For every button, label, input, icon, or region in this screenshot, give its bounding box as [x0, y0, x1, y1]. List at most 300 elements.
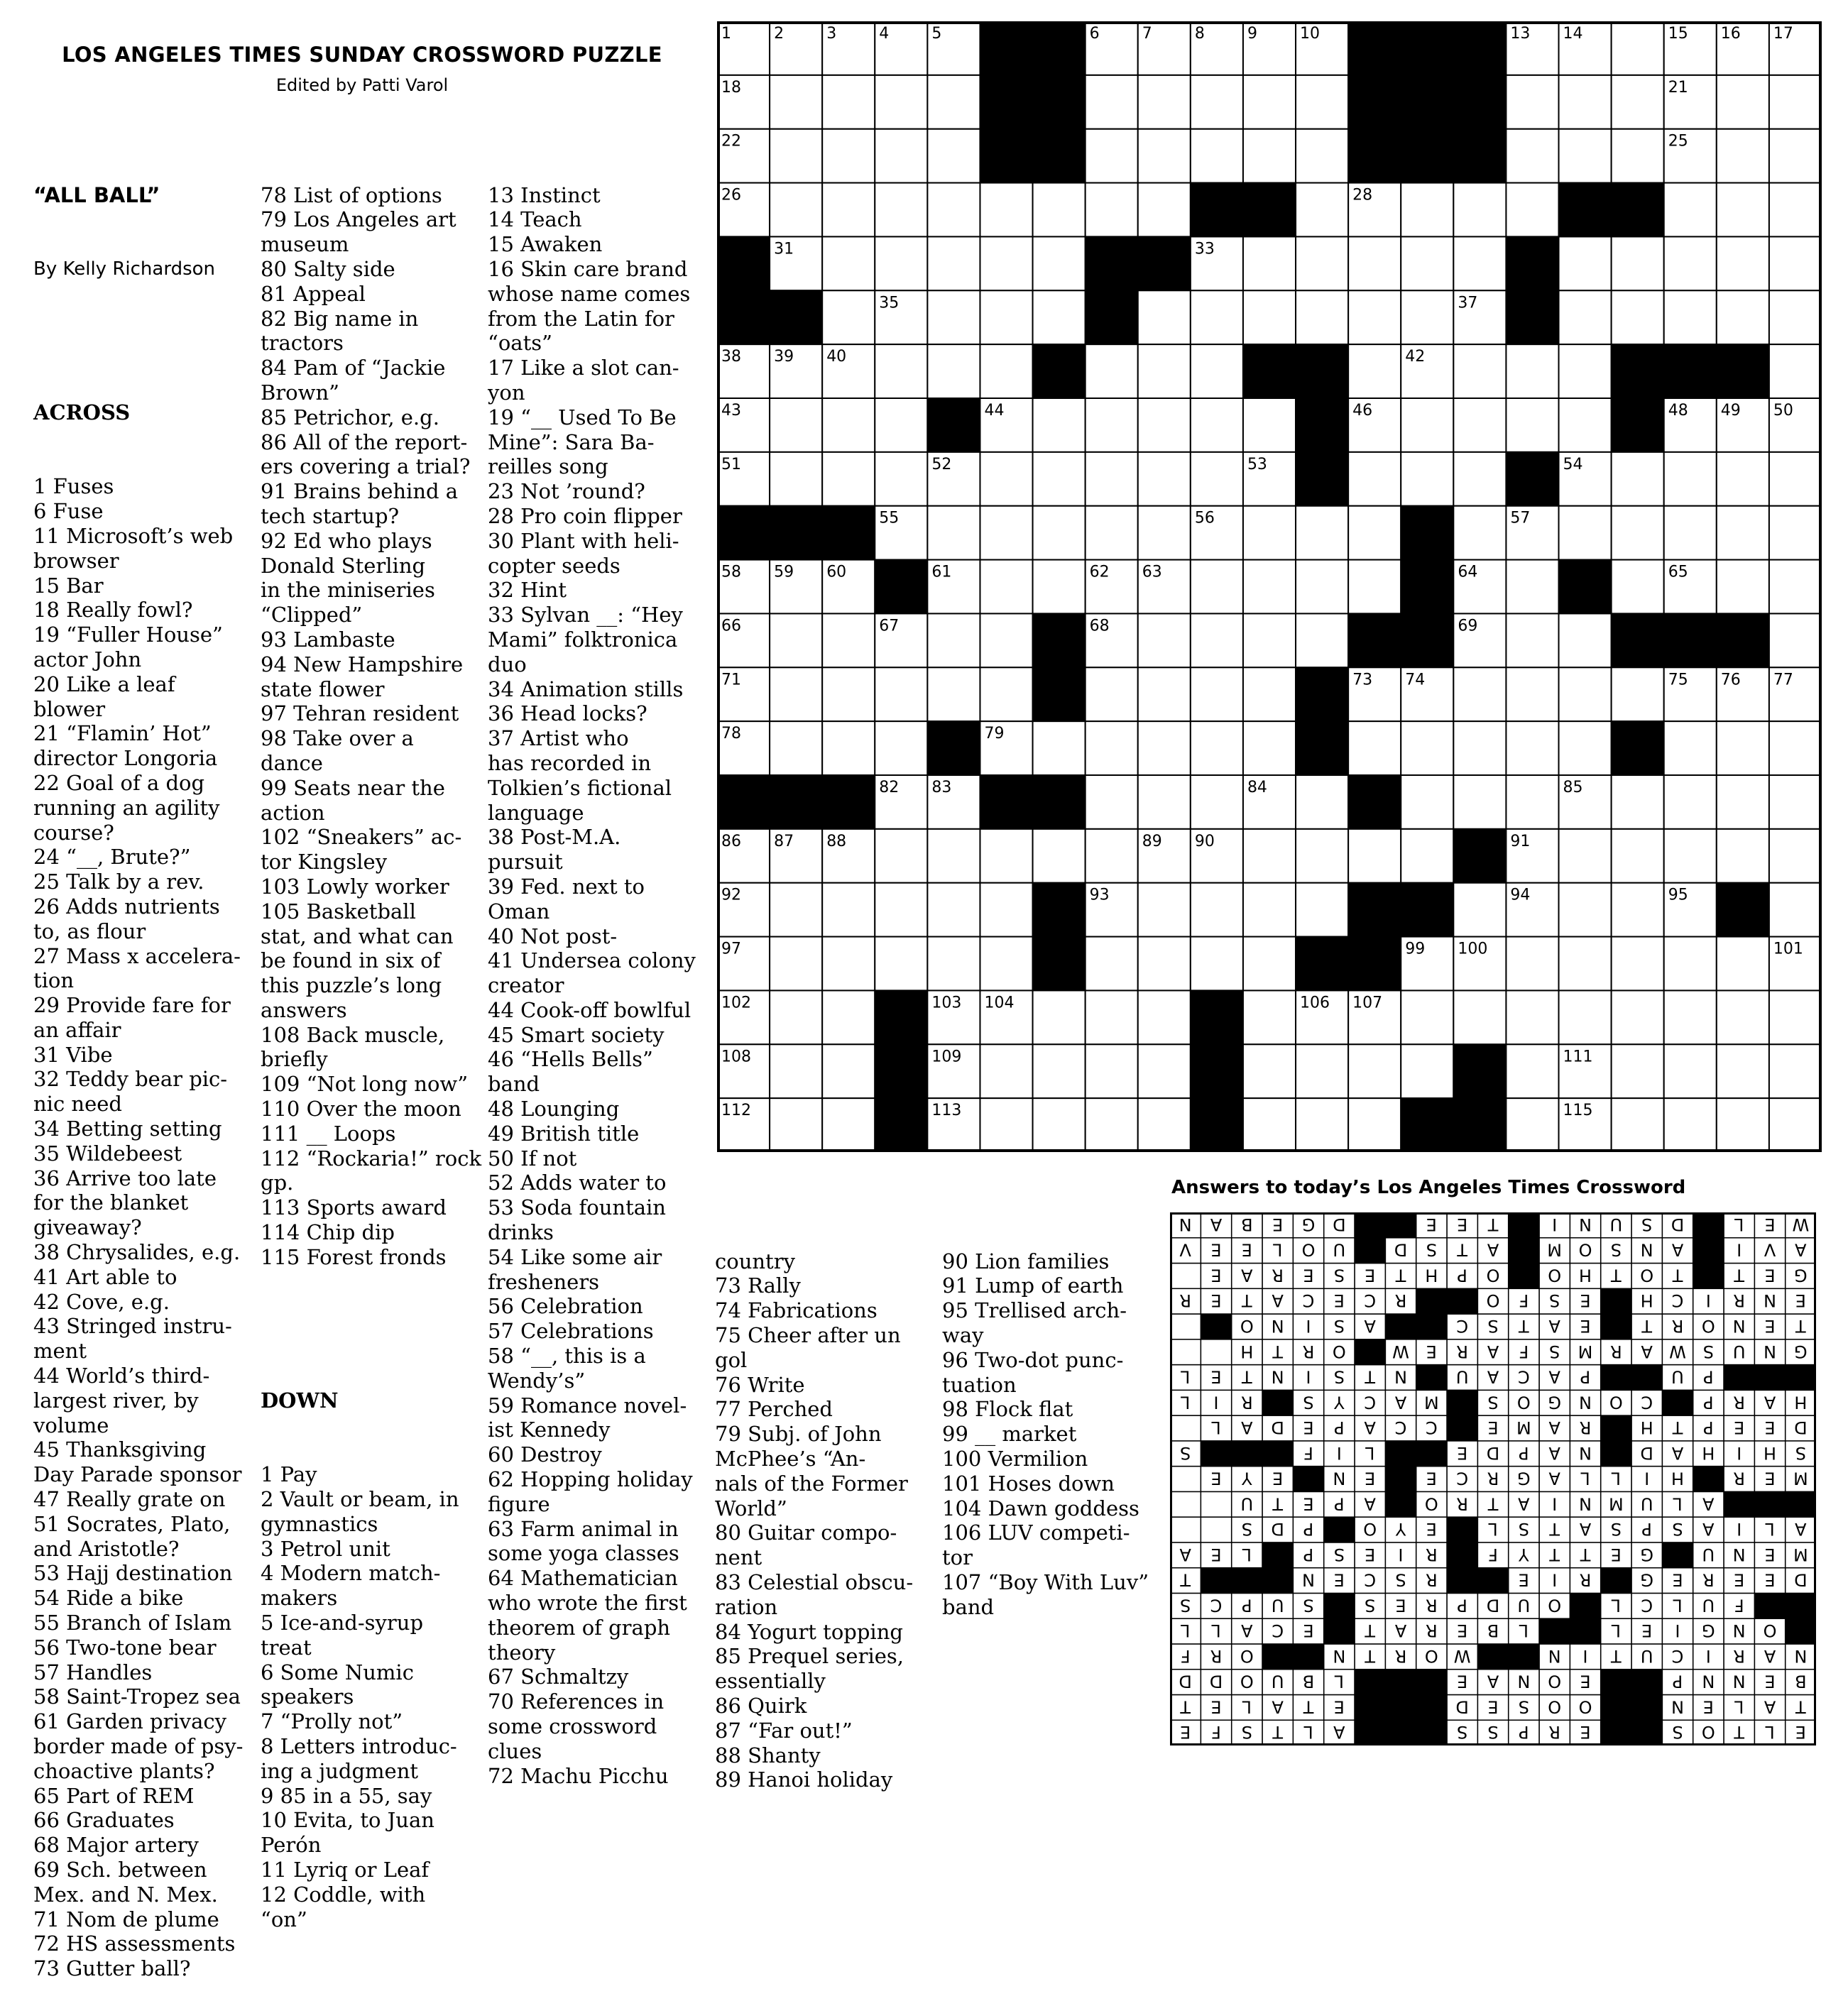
grid-cell[interactable] [1559, 613, 1612, 667]
grid-cell[interactable] [927, 290, 980, 344]
grid-cell[interactable] [1664, 452, 1717, 506]
grid-cell[interactable] [770, 990, 822, 1044]
grid-cell[interactable] [1401, 398, 1453, 452]
grid-cell[interactable] [1401, 452, 1453, 506]
answer-letter: S [1610, 1239, 1622, 1260]
grid-cell[interactable] [875, 829, 927, 883]
grid-cell[interactable] [1348, 344, 1401, 398]
grid-cell[interactable] [875, 129, 927, 183]
grid-cell[interactable] [1243, 290, 1296, 344]
grid-cell[interactable] [1243, 1098, 1296, 1152]
grid-cell[interactable] [1717, 560, 1769, 614]
grid-cell[interactable] [1612, 883, 1664, 937]
grid-cell[interactable] [1769, 990, 1822, 1044]
grid-cell[interactable] [1348, 452, 1401, 506]
grid-cell[interactable] [1296, 829, 1348, 883]
grid-cell[interactable] [875, 452, 927, 506]
grid-cell[interactable] [1138, 506, 1191, 560]
grid-cell[interactable] [1717, 990, 1769, 1044]
cell-number: 47 [1615, 402, 1636, 420]
grid-cell[interactable] [980, 560, 1032, 614]
grid-cell[interactable] [980, 883, 1032, 937]
clue-line: 99 __ market [942, 1422, 1077, 1447]
grid-cell[interactable] [1243, 560, 1296, 614]
grid-cell[interactable] [927, 667, 980, 721]
clue-line: 28 Pro coin flipper [488, 503, 682, 528]
grid-cell[interactable] [1401, 990, 1453, 1044]
grid-cell[interactable] [1033, 721, 1086, 775]
grid-cell[interactable] [980, 452, 1032, 506]
grid-cell[interactable] [1769, 829, 1822, 883]
grid-cell[interactable] [1191, 129, 1243, 183]
grid-cell[interactable] [1453, 883, 1506, 937]
grid-cell[interactable] [875, 937, 927, 991]
grid-cell[interactable] [1453, 721, 1506, 775]
grid-cell[interactable] [822, 937, 875, 991]
grid-cell[interactable] [1506, 75, 1558, 129]
grid-cell[interactable] [1401, 829, 1453, 883]
grid-cell[interactable] [1191, 452, 1243, 506]
grid-cell[interactable] [1296, 506, 1348, 560]
grid-cell[interactable] [1086, 1098, 1138, 1152]
grid-cell[interactable] [1243, 506, 1296, 560]
grid-cell[interactable] [1664, 775, 1717, 829]
grid-cell[interactable] [1506, 721, 1558, 775]
grid-cell[interactable] [822, 290, 875, 344]
grid-cell[interactable] [875, 183, 927, 237]
grid-cell[interactable] [1296, 883, 1348, 937]
clue-line: 66 Graduates [33, 1808, 175, 1833]
cell-number: 14 [1563, 25, 1583, 43]
grid-cell[interactable] [1191, 398, 1243, 452]
grid-cell[interactable] [980, 667, 1032, 721]
grid-cell[interactable] [1191, 75, 1243, 129]
grid-cell[interactable] [1243, 398, 1296, 452]
grid-cell[interactable] [1348, 1098, 1401, 1152]
grid-cell[interactable] [927, 129, 980, 183]
grid-cell[interactable] [1296, 1044, 1348, 1098]
grid-block [1453, 75, 1506, 129]
grid-cell[interactable] [1086, 129, 1138, 183]
grid-cell[interactable] [770, 883, 822, 937]
grid-cell[interactable] [1086, 452, 1138, 506]
grid-cell[interactable] [1033, 290, 1086, 344]
grid-cell[interactable] [1401, 775, 1453, 829]
grid-cell[interactable] [1033, 183, 1086, 237]
grid-cell[interactable] [1401, 290, 1453, 344]
grid-cell[interactable] [1664, 721, 1717, 775]
grid-cell[interactable] [1769, 344, 1822, 398]
grid-cell[interactable] [1769, 721, 1822, 775]
grid-cell[interactable] [822, 75, 875, 129]
grid-cell[interactable] [1086, 721, 1138, 775]
grid-cell[interactable] [1769, 290, 1822, 344]
crossword-grid[interactable] [717, 21, 1822, 1152]
grid-cell[interactable] [1401, 236, 1453, 290]
grid-cell[interactable] [1453, 775, 1506, 829]
grid-cell[interactable] [1717, 721, 1769, 775]
grid-cell[interactable] [1033, 398, 1086, 452]
grid-cell[interactable] [1138, 990, 1191, 1044]
grid-cell[interactable] [1612, 290, 1664, 344]
grid-cell[interactable] [1453, 398, 1506, 452]
grid-cell[interactable] [1453, 452, 1506, 506]
grid-cell[interactable] [1191, 560, 1243, 614]
grid-cell[interactable] [1086, 775, 1138, 829]
grid-cell[interactable] [875, 721, 927, 775]
grid-cell[interactable] [1453, 344, 1506, 398]
grid-cell[interactable] [1086, 398, 1138, 452]
grid-cell[interactable] [822, 398, 875, 452]
grid-cell[interactable] [1086, 506, 1138, 560]
grid-cell[interactable] [875, 667, 927, 721]
grid-cell[interactable] [1506, 398, 1558, 452]
grid-cell[interactable] [1769, 560, 1822, 614]
grid-cell[interactable] [1086, 344, 1138, 398]
grid-cell[interactable] [875, 398, 927, 452]
grid-cell[interactable] [1243, 937, 1296, 991]
grid-cell[interactable] [1506, 129, 1558, 183]
grid-cell[interactable] [770, 75, 822, 129]
grid-cell[interactable] [1243, 236, 1296, 290]
grid-cell[interactable] [1769, 506, 1822, 560]
grid-cell[interactable] [1717, 75, 1769, 129]
grid-cell[interactable] [1191, 937, 1243, 991]
grid-cell[interactable] [1559, 236, 1612, 290]
grid-cell[interactable] [1401, 721, 1453, 775]
grid-cell[interactable] [1612, 506, 1664, 560]
answer-letter: A [1210, 1214, 1223, 1234]
answer-letter: N [1579, 1442, 1592, 1463]
grid-cell[interactable] [980, 1044, 1032, 1098]
grid-cell[interactable] [1664, 506, 1717, 560]
grid-cell[interactable] [822, 613, 875, 667]
grid-cell[interactable] [770, 667, 822, 721]
grid-cell[interactable] [1506, 667, 1558, 721]
grid-cell[interactable] [1348, 560, 1401, 614]
grid-cell[interactable] [1296, 290, 1348, 344]
grid-cell[interactable] [1769, 883, 1822, 937]
grid-cell[interactable] [1717, 775, 1769, 829]
grid-cell[interactable] [1348, 290, 1401, 344]
clue-line: 13 Instinct [488, 182, 601, 207]
grid-cell[interactable] [1348, 506, 1401, 560]
grid-cell[interactable] [980, 613, 1032, 667]
grid-cell[interactable] [1559, 344, 1612, 398]
grid-cell[interactable] [1138, 398, 1191, 452]
grid-cell[interactable] [1612, 21, 1664, 75]
grid-cell[interactable] [822, 883, 875, 937]
grid-cell[interactable] [1033, 1044, 1086, 1098]
clue-line: 98 Take over a [261, 726, 414, 751]
grid-cell[interactable] [1664, 290, 1717, 344]
grid-cell[interactable] [1138, 183, 1191, 237]
grid-cell[interactable] [1086, 75, 1138, 129]
grid-cell[interactable] [1033, 506, 1086, 560]
grid-cell[interactable] [980, 344, 1032, 398]
grid-cell[interactable] [1296, 560, 1348, 614]
grid-cell[interactable] [1243, 75, 1296, 129]
grid-cell[interactable] [1769, 775, 1822, 829]
clue-line: in the miniseries [261, 578, 435, 603]
grid-cell[interactable] [1138, 452, 1191, 506]
grid-cell[interactable] [1559, 721, 1612, 775]
grid-cell[interactable] [1664, 1044, 1717, 1098]
answer-letter: W [1792, 1214, 1810, 1234]
grid-cell[interactable] [1243, 667, 1296, 721]
grid-cell[interactable] [1453, 183, 1506, 237]
grid-cell[interactable] [927, 75, 980, 129]
grid-cell[interactable] [1348, 721, 1401, 775]
grid-cell[interactable] [1138, 1098, 1191, 1152]
grid-cell[interactable] [1612, 560, 1664, 614]
cell-number: 94 [1510, 886, 1531, 904]
grid-cell[interactable] [770, 183, 822, 237]
grid-cell[interactable] [1191, 721, 1243, 775]
grid-cell[interactable] [1612, 667, 1664, 721]
grid-cell[interactable] [1664, 183, 1717, 237]
grid-cell[interactable] [1191, 775, 1243, 829]
grid-cell[interactable] [1138, 290, 1191, 344]
grid-cell[interactable] [770, 129, 822, 183]
grid-cell[interactable] [980, 290, 1032, 344]
grid-cell[interactable] [1453, 990, 1506, 1044]
grid-cell[interactable] [1769, 129, 1822, 183]
grid-cell[interactable] [770, 452, 822, 506]
grid-cell[interactable] [1138, 883, 1191, 937]
grid-cell[interactable] [1612, 452, 1664, 506]
grid-cell[interactable] [822, 721, 875, 775]
grid-cell[interactable] [1717, 452, 1769, 506]
grid-cell[interactable] [1191, 883, 1243, 937]
grid-cell[interactable] [1559, 990, 1612, 1044]
grid-cell[interactable] [1769, 183, 1822, 237]
grid-cell[interactable] [927, 506, 980, 560]
grid-cell[interactable] [770, 937, 822, 991]
grid-cell[interactable] [1559, 75, 1612, 129]
grid-cell[interactable] [1717, 290, 1769, 344]
grid-cell[interactable] [1401, 183, 1453, 237]
grid-cell[interactable] [1296, 1098, 1348, 1152]
cell-number: 51 [721, 455, 741, 473]
grid-cell[interactable] [1033, 236, 1086, 290]
grid-cell[interactable] [822, 236, 875, 290]
clue-line: 34 Betting setting [33, 1117, 222, 1141]
grid-cell[interactable] [1033, 990, 1086, 1044]
grid-cell[interactable] [1717, 829, 1769, 883]
grid-cell[interactable] [1769, 1098, 1822, 1152]
answer-block [1601, 1441, 1631, 1467]
grid-cell[interactable] [1243, 883, 1296, 937]
grid-cell[interactable] [1612, 1044, 1664, 1098]
grid-cell[interactable] [1453, 506, 1506, 560]
grid-cell[interactable] [1033, 1098, 1086, 1152]
answer-letter: N [1271, 1315, 1284, 1336]
grid-cell[interactable] [1243, 1044, 1296, 1098]
grid-cell[interactable] [1717, 129, 1769, 183]
grid-cell[interactable] [1612, 1098, 1664, 1152]
grid-cell[interactable] [1506, 990, 1558, 1044]
grid-cell[interactable] [1664, 990, 1717, 1044]
grid-cell[interactable] [1138, 937, 1191, 991]
grid-cell[interactable] [1612, 236, 1664, 290]
grid-cell[interactable] [1559, 290, 1612, 344]
grid-cell[interactable] [927, 937, 980, 991]
grid-cell[interactable] [1612, 775, 1664, 829]
grid-cell[interactable] [1506, 344, 1558, 398]
grid-cell[interactable] [1506, 183, 1558, 237]
grid-cell[interactable] [1033, 829, 1086, 883]
grid-cell[interactable] [1717, 506, 1769, 560]
grid-cell[interactable] [927, 613, 980, 667]
grid-cell[interactable] [1033, 560, 1086, 614]
grid-cell[interactable] [1506, 560, 1558, 614]
grid-cell[interactable] [1191, 613, 1243, 667]
grid-cell[interactable] [1612, 129, 1664, 183]
grid-cell[interactable] [1769, 236, 1822, 290]
grid-cell[interactable] [927, 236, 980, 290]
grid-cell[interactable] [1191, 290, 1243, 344]
answer-letter: T [1365, 1366, 1376, 1387]
grid-cell[interactable] [1559, 883, 1612, 937]
grid-cell[interactable] [1559, 829, 1612, 883]
grid-cell[interactable] [1664, 1098, 1717, 1152]
grid-cell[interactable] [770, 1098, 822, 1152]
grid-cell[interactable] [1664, 829, 1717, 883]
grid-cell[interactable] [875, 75, 927, 129]
grid-cell[interactable] [1769, 75, 1822, 129]
grid-cell[interactable] [1769, 1044, 1822, 1098]
grid-cell[interactable] [770, 1044, 822, 1098]
grid-cell[interactable] [1243, 721, 1296, 775]
cell-number: 103 [931, 994, 962, 1012]
grid-cell[interactable] [822, 990, 875, 1044]
grid-cell[interactable] [1559, 667, 1612, 721]
grid-cell[interactable] [1769, 452, 1822, 506]
grid-cell[interactable] [1506, 775, 1558, 829]
grid-cell[interactable] [980, 937, 1032, 991]
grid-cell[interactable] [927, 344, 980, 398]
grid-cell[interactable] [1296, 775, 1348, 829]
grid-cell[interactable] [1138, 721, 1191, 775]
grid-cell[interactable] [875, 883, 927, 937]
grid-cell[interactable] [1717, 937, 1769, 991]
grid-cell[interactable] [1717, 236, 1769, 290]
grid-cell[interactable] [1559, 506, 1612, 560]
grid-cell[interactable] [1506, 1044, 1558, 1098]
grid-cell[interactable] [1453, 236, 1506, 290]
grid-cell[interactable] [1506, 1098, 1558, 1152]
grid-cell[interactable] [1612, 990, 1664, 1044]
grid-cell[interactable] [822, 452, 875, 506]
grid-cell[interactable] [1717, 1098, 1769, 1152]
grid-cell[interactable] [1191, 344, 1243, 398]
grid-cell[interactable] [770, 398, 822, 452]
grid-cell[interactable] [770, 613, 822, 667]
grid-cell[interactable] [1717, 183, 1769, 237]
grid-cell[interactable] [1243, 990, 1296, 1044]
clue-line: “on” [261, 1907, 307, 1931]
grid-cell[interactable] [1612, 829, 1664, 883]
grid-cell[interactable] [1559, 129, 1612, 183]
grid-cell[interactable] [822, 1044, 875, 1098]
grid-cell[interactable] [822, 1098, 875, 1152]
grid-cell[interactable] [1559, 398, 1612, 452]
grid-cell[interactable] [1086, 1044, 1138, 1098]
grid-cell[interactable] [1138, 667, 1191, 721]
grid-cell[interactable] [1296, 613, 1348, 667]
grid-cell[interactable] [1348, 236, 1401, 290]
grid-cell[interactable] [1559, 937, 1612, 991]
grid-block [1191, 183, 1243, 237]
grid-cell[interactable] [1296, 75, 1348, 129]
grid-cell[interactable] [1348, 1044, 1401, 1098]
grid-cell[interactable] [1769, 613, 1822, 667]
grid-cell[interactable] [822, 129, 875, 183]
clue-line: from the Latin for [488, 306, 674, 331]
grid-cell[interactable] [1138, 775, 1191, 829]
grid-cell[interactable] [1401, 1044, 1453, 1098]
grid-cell[interactable] [1506, 937, 1558, 991]
grid-cell[interactable] [875, 344, 927, 398]
grid-cell[interactable] [980, 236, 1032, 290]
answer-letter: U [1455, 1366, 1469, 1387]
grid-cell[interactable] [927, 883, 980, 937]
grid-cell[interactable] [822, 667, 875, 721]
grid-cell[interactable] [1664, 937, 1717, 991]
grid-cell[interactable] [1612, 937, 1664, 991]
grid-cell[interactable] [1612, 75, 1664, 129]
grid-cell[interactable] [1086, 829, 1138, 883]
grid-cell[interactable] [1453, 667, 1506, 721]
grid-cell[interactable] [822, 183, 875, 237]
grid-cell[interactable] [1506, 613, 1558, 667]
grid-cell[interactable] [1296, 129, 1348, 183]
grid-cell[interactable] [980, 1098, 1032, 1152]
grid-cell[interactable] [1296, 183, 1348, 237]
grid-cell[interactable] [1138, 75, 1191, 129]
grid-cell[interactable] [1243, 129, 1296, 183]
clue-line: 107 “Boy With Luv” [942, 1569, 1149, 1594]
grid-cell[interactable] [1138, 344, 1191, 398]
grid-cell[interactable] [1664, 236, 1717, 290]
grid-cell[interactable] [1086, 990, 1138, 1044]
grid-cell[interactable] [980, 183, 1032, 237]
grid-cell[interactable] [1296, 236, 1348, 290]
grid-cell[interactable] [1138, 613, 1191, 667]
grid-cell[interactable] [1138, 1044, 1191, 1098]
grid-cell[interactable] [1086, 183, 1138, 237]
cell-number: 12 [1458, 25, 1478, 43]
grid-cell[interactable] [980, 829, 1032, 883]
grid-cell[interactable] [875, 236, 927, 290]
grid-cell[interactable] [1086, 937, 1138, 991]
grid-cell[interactable] [980, 506, 1032, 560]
grid-cell[interactable] [1033, 452, 1086, 506]
grid-cell[interactable] [1348, 829, 1401, 883]
grid-cell[interactable] [770, 721, 822, 775]
grid-cell[interactable] [1191, 667, 1243, 721]
grid-cell[interactable] [1138, 129, 1191, 183]
clue-line: 114 Chip dip [261, 1220, 395, 1245]
cell-number: 32 [1142, 240, 1162, 258]
grid-cell[interactable] [927, 183, 980, 237]
grid-cell[interactable] [1243, 613, 1296, 667]
grid-cell[interactable] [1086, 667, 1138, 721]
grid-cell[interactable] [1717, 1044, 1769, 1098]
grid-cell[interactable] [927, 829, 980, 883]
grid-cell[interactable] [1243, 829, 1296, 883]
